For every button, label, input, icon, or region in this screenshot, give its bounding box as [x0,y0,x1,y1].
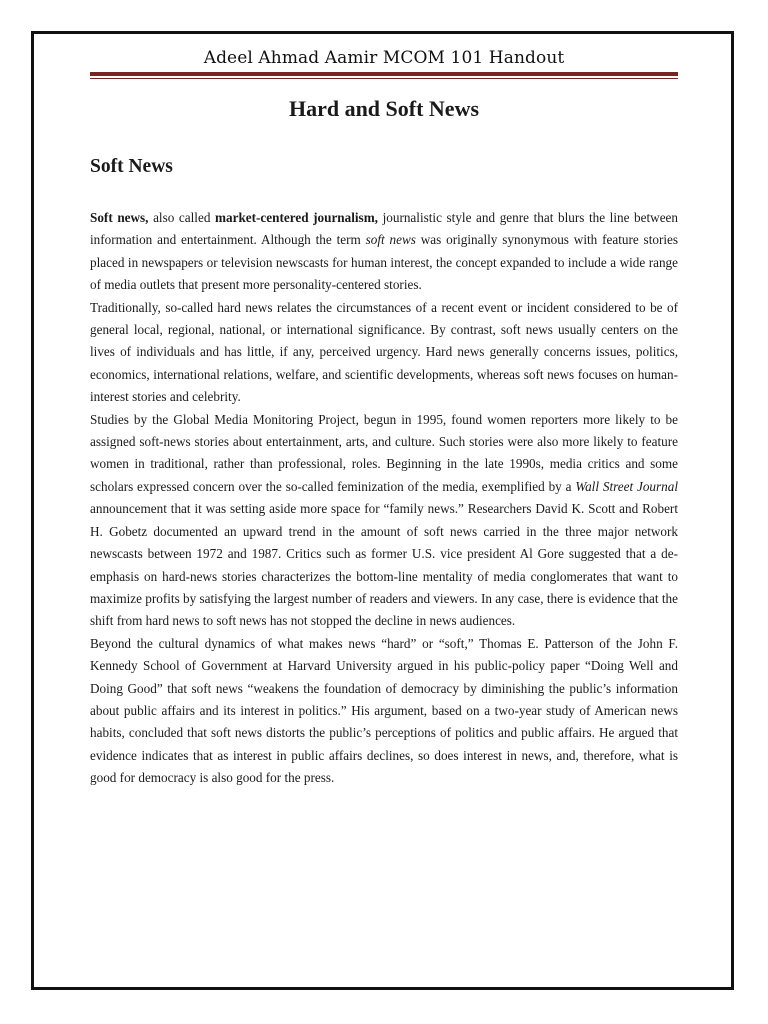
page-header: Adeel Ahmad Aamir MCOM 101 Handout [203,48,565,68]
publication-italic: Wall Street Journal [575,478,678,494]
section-heading: Soft News [90,156,173,177]
text-run: Studies by the Global Media Monitoring Project, begun in 1995, found women reporters more likely to be assigned soft-news stories about entertainment, arts, and culture. Such stories were also more likely to feature women in traditional, rather than professional, roles. Beginning in the late 1990s, media critics and some scholars expressed concern over the so-called feminization of the media, exemplified by a [90,411,678,494]
paragraph-4: Beyond the cultural dynamics of what makes news “hard” or “soft,” Thomas E. Patterson of the John F. Kennedy School of Government at Harvard University argued in his public-policy paper “Doing Well and Doing Good” that soft news “weakens the foundation of democracy by diminishing the public’s information about public affairs and its interest in politics.” His argument, based on a two-year study of American news habits, concluded that soft news distorts the public’s perceptions of politics and public affairs. He argued that evidence indicates that as interest in public affairs declines, so does interest in news, and, therefore, what is good for democracy is also good for the press. [90,635,678,786]
paragraph-1 [90,207,678,297]
document-title: Hard and Soft News [288,96,480,121]
header-rule-thin [90,78,678,79]
article-body [90,207,678,790]
term-bold: Soft news, [90,210,149,225]
paragraph-2: Traditionally, so-called hard news relates the circumstances of a recent event or incident considered to be of general local, regional, national, or international significance. By contrast, soft news usually centers on the lives of individuals and has little, if any, perceived urgency. Hard news generally concerns issues, politics, economics, international relations, welfare, and scientific developments, whereas soft news focuses on human-interest stories and celebrity. [90,299,678,405]
text-run: journalistic style and genre that blurs the line between information and entertainment. Although the term [90,210,678,248]
text-run: announcement that it was setting aside more space for “family news.” Researchers David K. Scott and Robert H. Gobetz documented an upward trend in the amount of soft news carried in the three major network newscasts between 1972 and 1987. Critics such as former U.S. vice president Al Gore suggested that a de-emphasis on hard-news stories characterizes the bottom-line mentality of media conglomerates that want to maximize profits by satisfying the largest number of readers and viewers. In any case, there is evidence that the shift from hard news to soft news has not stopped the decline in news audiences. [90,501,678,629]
text-run: also called [148,210,216,225]
term-bold: market-centered journalism, [215,210,378,225]
text-run: was originally synonymous with feature stories placed in newspapers or television newscasts for human interest, the concept expanded to include a wide range of media outlets that present more personality-centered stories. [90,232,678,293]
term-italic: soft news [365,232,416,248]
paragraph-3 [90,409,678,633]
header-rule-thick [90,72,678,76]
